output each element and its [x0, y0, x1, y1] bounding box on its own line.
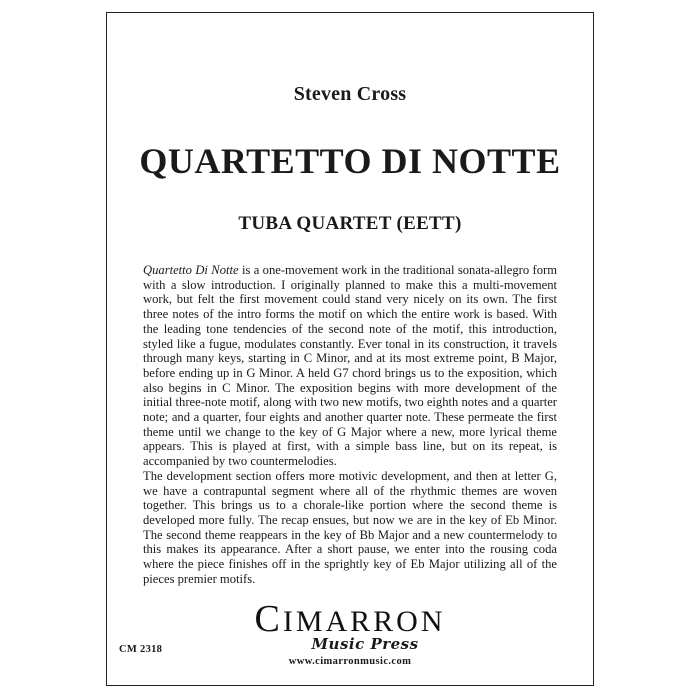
- program-notes: [143, 263, 557, 586]
- publisher-url: www.cimarronmusic.com: [288, 656, 412, 667]
- composer-name: Steven Cross: [293, 83, 407, 105]
- paragraph-1-text: is a one-movement work in the traditional sonata-allegro form with a slow introduction. I originally planned to make this a multi-movement work, but felt the first movement could stand very nicely on its own. The first three notes of the intro forms the motif on which the entire work is based. With the leading tone tendencies of the second note of the motif, this introduction, styled like a fugue, modulates constantly. Ever tonal in its construction, it travels through many keys, starting in C Minor, and at its most extreme point, B Major, before ending up in G Minor. A held G7 chord brings us to the exposition, which also begins in C Minor. The exposition begins with more development of the initial three-note motif, along with two new motifs, two eighth notes and a quarter note; and a quarter, four eights and another quarter note. These permeate the first theme until we change to the key of G Major where a new, more lyrical theme appears. This is played at first, with a simple bass line, but on its repeat, is accompanied by two countermelodies.: [143, 263, 557, 469]
- program-notes-paragraph-2: The development section offers more motivic development, and then at letter G, we have a contrapuntal segment where all of the rhythmic themes are woven together. This brings us to a chorale-like portion where the second theme is developed more fully. The recap ensues, but now we are in the key of Eb Minor. The second theme reappears in the key of Bb Major and a new countermelody to this makes its appearance. After a short pause, we enter into the rousing coda where the piece finishes off in the sprightly key of Eb Major utilizing all of the pieces premier motifs.: [143, 468, 557, 586]
- publisher-name: [0, 598, 700, 640]
- page-title: QUARTETTO DI NOTTE: [139, 141, 561, 181]
- publisher-logo: [0, 598, 700, 667]
- program-notes-paragraph-1: [143, 263, 557, 469]
- publisher-name-initial: C: [254, 598, 283, 640]
- work-title-italic: Quartetto Di Notte: [143, 263, 239, 277]
- publisher-name-rest: IMARRON: [282, 605, 446, 638]
- publisher-subtitle: Music Press: [311, 635, 419, 653]
- instrumentation-subtitle: TUBA QUARTET (EETT): [238, 213, 462, 234]
- catalog-number: CM 2318: [119, 644, 163, 655]
